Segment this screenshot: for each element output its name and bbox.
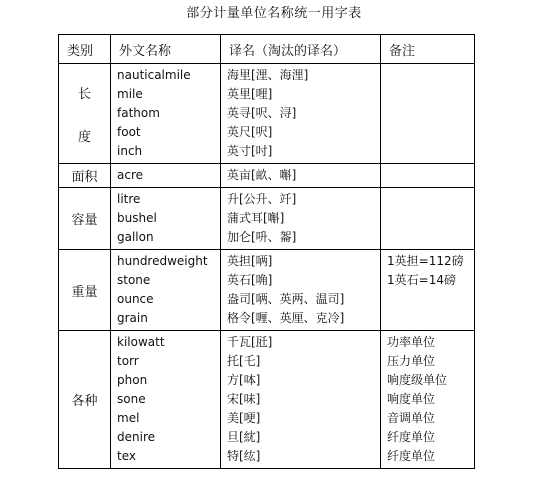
translated-name: 格令[喱、英厘、克冷]: [227, 311, 345, 325]
foreign-name: kilowatt: [117, 335, 165, 349]
translated-name: 宋[味]: [227, 392, 261, 406]
category-label: 度: [77, 129, 91, 145]
units-table: [58, 34, 475, 469]
header-note: 备注: [381, 35, 475, 64]
translated-name: 英亩[畝、嘝]: [227, 168, 297, 182]
foreign-names-cell: [111, 64, 221, 164]
note-cell: [381, 188, 475, 250]
category-cell-misc: 各种: [59, 331, 111, 469]
group-row-area: [59, 164, 475, 188]
translated-name: 特[纮]: [227, 449, 261, 463]
note-text: 功率单位: [387, 335, 436, 349]
translated-name: 英尺[呎]: [227, 125, 273, 139]
header-translated-name: 译名（淘汰的译名）: [221, 35, 381, 64]
note-text: 纤度单位: [387, 430, 436, 444]
header-row: [59, 35, 475, 64]
header-foreign-name: 外文名称: [111, 35, 221, 64]
foreign-name: foot: [117, 125, 141, 139]
category-cell-area: 面积: [59, 164, 111, 188]
translated-name: 千瓦[瓩]: [227, 335, 273, 349]
foreign-name: mel: [117, 411, 140, 425]
foreign-name: tex: [117, 449, 136, 463]
group-row-weight: [59, 250, 475, 331]
translated-name: 海里[浬、海浬]: [227, 68, 309, 82]
note-text: 纤度单位: [387, 449, 436, 463]
translated-name: 盎司[唡、英两、温司]: [227, 292, 345, 306]
foreign-name: acre: [117, 168, 144, 182]
translated-names-cell: [221, 164, 381, 188]
foreign-name: gallon: [117, 230, 154, 244]
group-row-length: [59, 64, 475, 164]
translated-name: 美[哽]: [227, 411, 261, 425]
foreign-name: grain: [117, 311, 148, 325]
translated-names-cell: [221, 250, 381, 331]
translated-names-cell: [221, 188, 381, 250]
note-text: 音调单位: [387, 411, 436, 425]
foreign-names-cell: [111, 331, 221, 469]
translated-name: 英里[哩]: [227, 87, 273, 101]
note-text: 响度级单位: [387, 373, 448, 387]
category-label: 长: [77, 86, 91, 102]
translated-name: 升[公升、竏]: [227, 192, 297, 206]
foreign-name: bushel: [117, 211, 157, 225]
group-row-misc: [59, 331, 475, 469]
translated-name: 英石[唃]: [227, 273, 273, 287]
foreign-name: hundredweight: [117, 254, 208, 268]
foreign-names-cell: [111, 250, 221, 331]
note-cell: [381, 250, 475, 331]
note-cell: [381, 64, 475, 164]
foreign-name: inch: [117, 144, 143, 158]
note-text: 1英石=14磅: [387, 273, 456, 287]
translated-name: 方[呠]: [227, 373, 261, 387]
foreign-name: ounce: [117, 292, 154, 306]
foreign-name: torr: [117, 354, 139, 368]
header-category: 类别: [59, 35, 111, 64]
foreign-name: mile: [117, 87, 143, 101]
foreign-name: sone: [117, 392, 146, 406]
note-cell: [381, 331, 475, 469]
translated-name: 英寸[吋]: [227, 144, 273, 158]
category-cell-weight: 重量: [59, 250, 111, 331]
translated-name: 旦[紞]: [227, 430, 261, 444]
note-text: 1英担=112磅: [387, 254, 464, 268]
foreign-name: nauticalmile: [117, 68, 191, 82]
translated-names-cell: [221, 331, 381, 469]
translated-names-cell: [221, 64, 381, 164]
translated-name: 英担[唡]: [227, 254, 273, 268]
category-cell-capacity: 容量: [59, 188, 111, 250]
translated-name: 托[乇]: [227, 354, 261, 368]
note-cell: [381, 164, 475, 188]
document-title: 部分计量单位名称统一用字表: [186, 6, 362, 21]
foreign-name: denire: [117, 430, 155, 444]
foreign-name: phon: [117, 373, 148, 387]
foreign-name: fathom: [117, 106, 160, 120]
translated-name: 蒲式耳[嘝]: [227, 211, 285, 225]
foreign-name: litre: [117, 192, 141, 206]
foreign-name: stone: [117, 273, 151, 287]
group-row-capacity: [59, 188, 475, 250]
note-text: 响度单位: [387, 392, 436, 406]
note-text: 压力单位: [387, 354, 436, 368]
foreign-names-cell: [111, 188, 221, 250]
translated-name: 英寻[呎、浔]: [227, 106, 297, 120]
translated-name: 加仑[呏、嗧]: [227, 230, 297, 244]
category-cell-length: [59, 64, 111, 164]
foreign-names-cell: [111, 164, 221, 188]
